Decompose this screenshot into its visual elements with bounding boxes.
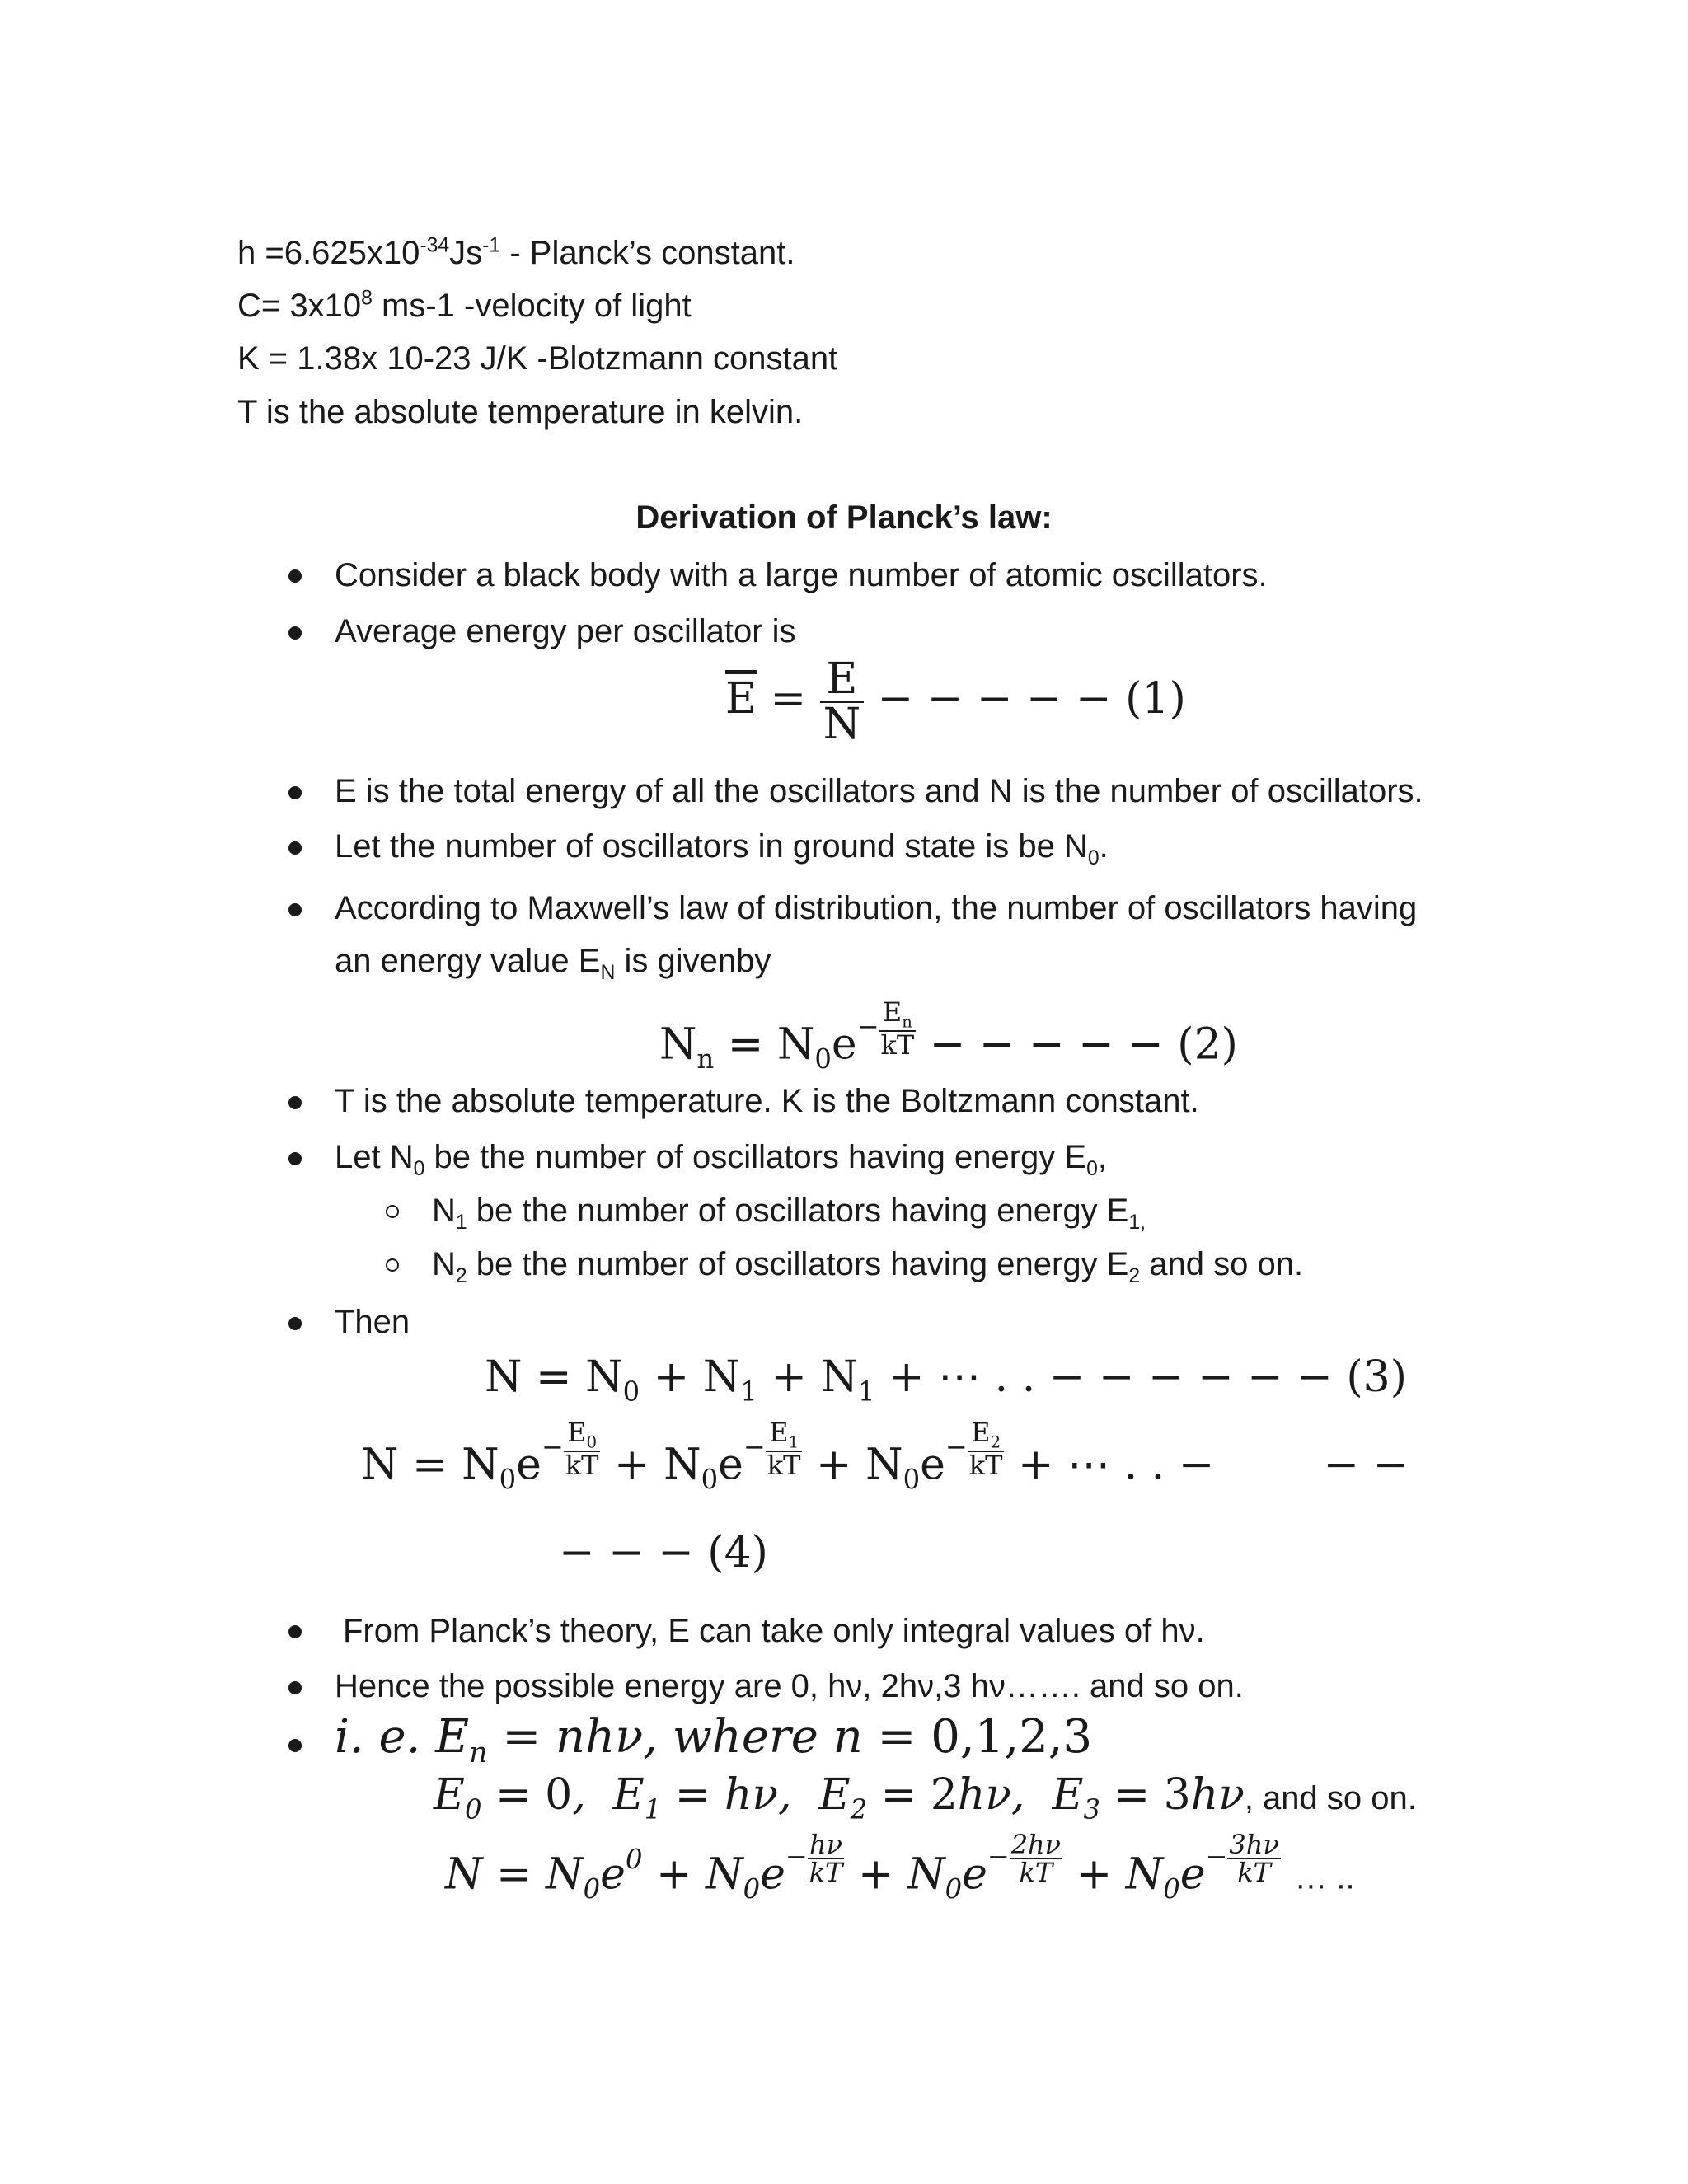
bullet-icon [288, 569, 302, 583]
series-dots: … .. [1294, 1859, 1355, 1896]
bullet-icon [288, 626, 302, 640]
b7-sub2: 0 [1086, 1158, 1098, 1180]
bullet-text: T is the absolute temperature. K is the Boltzmann constant. [335, 1083, 1199, 1119]
b7-text-b: be the number of oscillators having energy E [424, 1139, 1087, 1175]
hollow-bullet-icon [386, 1258, 399, 1272]
bullet-icon [288, 1739, 302, 1752]
bullet-text: From Planck’s theory, E can take only integral values of hν. [343, 1613, 1205, 1649]
ie-text: i. e. E [335, 1710, 470, 1764]
temperature-line: T is the absolute temperature in kelvin. [237, 394, 804, 430]
bullet-icon [288, 1317, 302, 1330]
b4-text: Let the number of oscillators in ground state is be N [335, 828, 1088, 865]
equation-4: $N = N_0e-$ $\frac{E_0}{kT}$ + $N_0e-$ $\frac{E_1}{kT}$ + $N_0e-$ $\frac{E_2}{kT}$ + ⋯ . . − − − [361, 1417, 1409, 1496]
energy-values-line: $E_0 = 0$, $E_1 = h\nu$, $E_2 = 2h\nu$, $E_3 = 3h\nu$, and so on. [434, 1770, 1417, 1825]
h-exponent: -34 [420, 234, 450, 257]
bullet-text [335, 1137, 1107, 1182]
s1-b: be the number of oscillators having energy E [467, 1193, 1129, 1229]
eq1-tail: − − − − − (1) [877, 674, 1186, 724]
light-velocity-line [237, 286, 692, 326]
bullet-icon [288, 1152, 302, 1165]
bullet-text: According to Maxwell’s law of distribution, the number of oscillators having [335, 890, 1418, 926]
s1-a: N [432, 1193, 456, 1229]
equation-2: $N_n = N_0e-$ $\frac{E_n}{kT}$ − − − − − (2) [659, 996, 1238, 1076]
c-prefix: C= 3x10 [237, 288, 362, 324]
h-prefix: h =6.625x10 [237, 235, 420, 271]
bullet-text [335, 827, 1109, 871]
energy-levels-equation: i. e. $E_n = nh\nu$, where n = 0,1,2,3 [335, 1710, 1093, 1770]
b7-text-c: , [1097, 1139, 1108, 1175]
b5-text: an energy value E [335, 943, 601, 979]
bullet-icon [288, 1096, 302, 1109]
b5-subscript: N [600, 962, 616, 984]
bullet-icon [288, 841, 302, 855]
s2-a: N [432, 1246, 456, 1282]
b4-subscript: 0 [1087, 847, 1100, 869]
eq1-numerator: E [820, 658, 865, 703]
planck-constant-line [237, 233, 795, 273]
h-unit-exponent: -1 [482, 234, 501, 257]
sub-bullet-text [432, 1191, 1146, 1235]
eq2-tail: − − − − − (2) [929, 1019, 1238, 1070]
energy-values-tail: , and so on. [1244, 1780, 1417, 1816]
eq1-denominator: N [823, 700, 861, 749]
eq1-lhs: $\overline{E}$ [725, 674, 757, 724]
bullet-icon [288, 903, 302, 916]
eq2-exponent: − $\frac{E_n}{kT}$ [856, 996, 915, 1062]
bullet-text-continued [335, 941, 771, 986]
boltzmann-constant-line: K = 1.38x 10-23 J/K -Blotzmann constant [237, 340, 838, 377]
h-description: - Planck’s constant. [500, 235, 795, 271]
equation-1: $\overline{E}$ = $\frac{E}{N}$ − − − − − (1) [725, 654, 1186, 749]
equation-4-continued: − − − (4) [559, 1528, 768, 1577]
bullet-text: E is the total energy of all the oscillators and N is the number of oscillators. [335, 773, 1423, 809]
b4-end: . [1099, 828, 1109, 865]
equation-3: $N = N_0 + N_1 + N_1$ + ⋯ . . − − − − − − (3) [485, 1352, 1408, 1408]
b7-sub1: 0 [413, 1158, 425, 1180]
eq3-tail: − − − − − − (3) [1048, 1352, 1408, 1402]
sub-bullet-text [432, 1244, 1303, 1289]
s2-sub2: 2 [1128, 1265, 1141, 1287]
bullet-text: Hence the possible energy are 0, hν, 2hν,3 hν……. and so on. [335, 1668, 1244, 1704]
s2-b: be the number of oscillators having energy E [467, 1246, 1129, 1282]
s1-sub2: 1, [1128, 1212, 1146, 1234]
eq3-ellipsis: ⋯ . . [938, 1352, 1036, 1402]
bullet-icon [288, 1681, 302, 1694]
c-description: ms-1 -velocity of light [372, 288, 692, 324]
bullet-text: Average energy per oscillator is [335, 613, 796, 649]
b7-text-a: Let N [335, 1139, 414, 1175]
h-unit: Js [449, 235, 483, 271]
s2-sub1: 2 [455, 1265, 467, 1287]
section-heading: Derivation of Planck’s law: [635, 499, 1053, 536]
bullet-icon [288, 786, 302, 799]
s1-sub1: 1 [455, 1212, 467, 1234]
b5-end: is givenby [615, 943, 771, 979]
bullet-text: Then [335, 1304, 410, 1340]
hollow-bullet-icon [386, 1205, 399, 1218]
s2-c: and so on. [1140, 1246, 1304, 1282]
final-series-equation: $N = N_0e^0 + N_0e-$ $\frac{h\nu}{kT}$ + $N_0e-$ $\frac{2h\nu}{kT}$ + $N_0e-$ $\frac{3h\nu}{kT}$ … .. [445, 1829, 1355, 1905]
bullet-icon [288, 1625, 302, 1638]
eq2-n: N [659, 1019, 697, 1070]
eq1-fraction [820, 654, 865, 749]
c-exponent: 8 [361, 287, 373, 310]
bullet-text: Consider a black body with a large number of atomic oscillators. [335, 557, 1268, 593]
